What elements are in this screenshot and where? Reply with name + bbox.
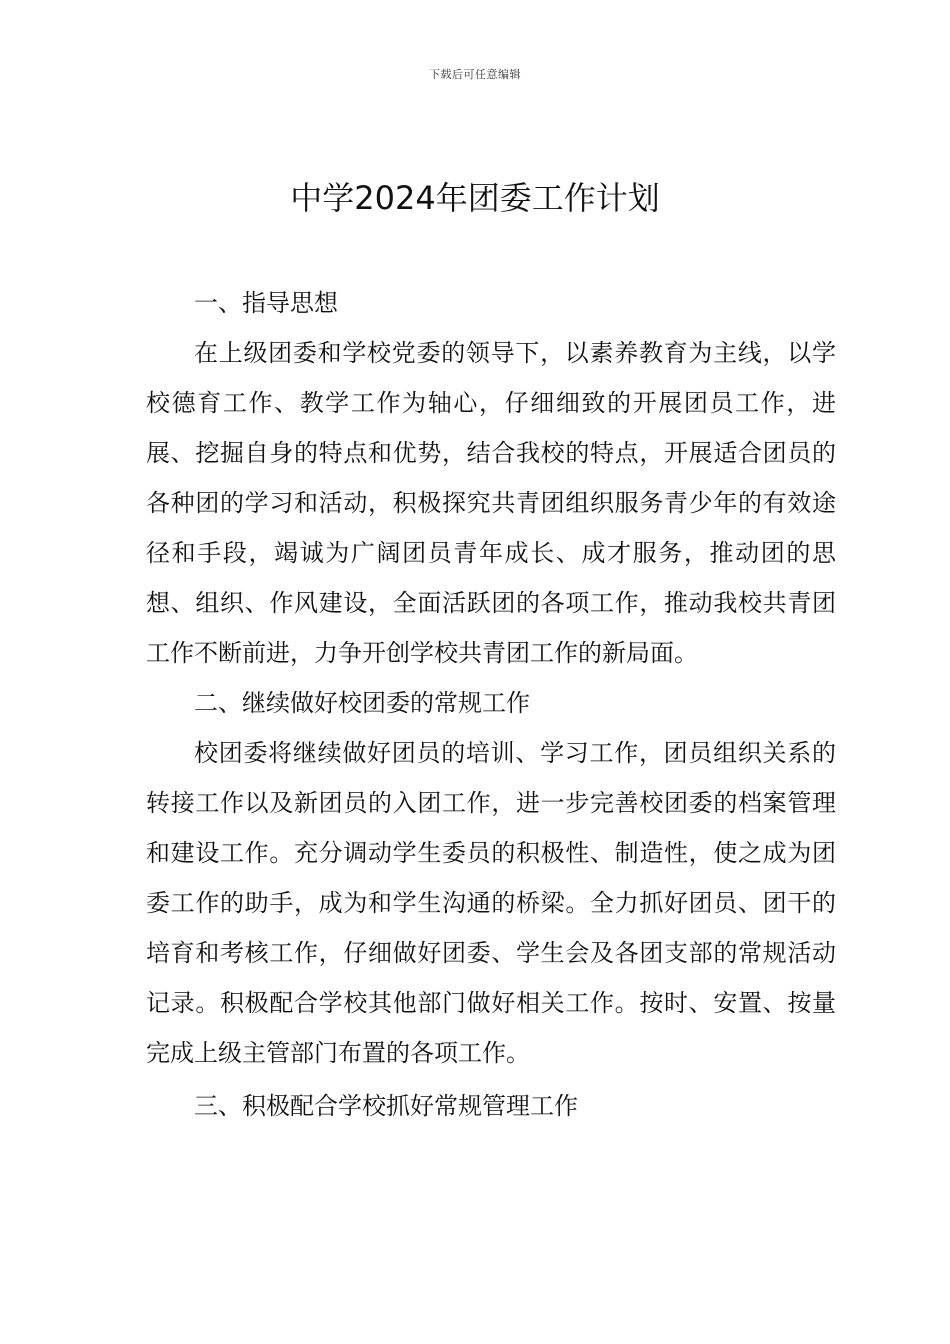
document-body — [146, 278, 836, 1131]
header-note: 下载后可任意编辑 — [429, 68, 521, 81]
section-1-paragraph: 在上级团委和学校党委的领导下，以素养教育为主线，以学校德育工作、教学工作为轴心，仔细细致的开展团员工作，进展、挖掘自身的特点和优势，结合我校的特点，开展适合团员的各种团的学习和活动，积极探究共青团组织服务青少年的有效途径和手段，竭诚为广阔团员青年成长、成才服务，推动团的思想、组织、作风建设，全面活跃团的各项工作，推动我校共青团工作不断前进，力争开创学校共青团工作的新局面。 — [146, 339, 836, 667]
section-heading-1: 一、指导思想 — [194, 289, 338, 317]
section-2-paragraph: 校团委将继续做好团员的培训、学习工作，团员组织关系的转接工作以及新团员的入团工作，进一步完善校团委的档案管理和建设工作。充分调动学生委员的积极性、制造性，使之成为团委工作的助手，成为和学生沟通的桥梁。全力抓好团员、团干的培育和考核工作，仔细做好团委、学生会及各团支部的常规活动记录。积极配合学校其他部门做好相关工作。按时、安置、按量完成上级主管部门布置的各项工作。 — [146, 739, 836, 1067]
section-heading-3: 三、积极配合学校抓好常规管理工作 — [194, 1092, 578, 1120]
section-heading-2: 二、继续做好校团委的常规工作 — [194, 689, 530, 717]
document-title: 中学2024年团委工作计划 — [290, 179, 660, 217]
